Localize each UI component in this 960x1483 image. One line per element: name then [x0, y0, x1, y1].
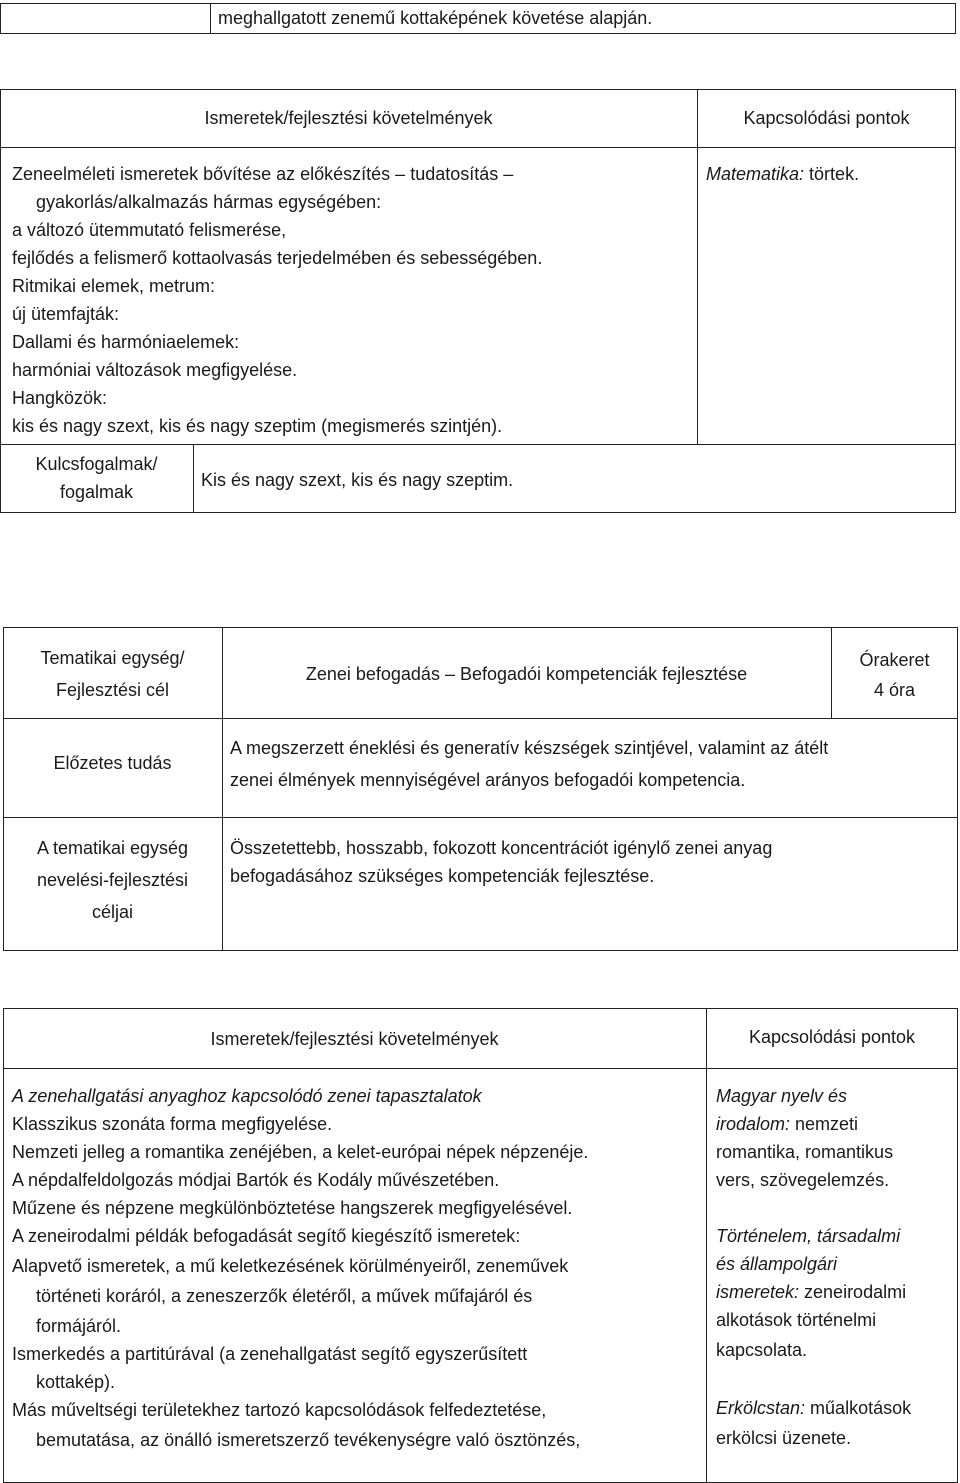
table1-line: a változó ütemmutató felismerése, — [12, 220, 287, 240]
table1-connection — [706, 160, 859, 188]
top-fragment-text: meghallgatott zenemű kottaképének követése alapján. — [218, 8, 653, 28]
table3-connection-line: Magyar nyelv és — [716, 1086, 848, 1106]
table2-unit-label-1: Tematikai egység/ — [40, 648, 185, 668]
table3-connection-text: nemzeti — [790, 1114, 859, 1134]
table1-line: Zeneelméleti ismeretek bővítése az előkészítés – tudatosítás – — [12, 164, 514, 184]
table3-connection-line — [716, 1278, 906, 1306]
table3-line: A zenehallgatási anyaghoz kapcsolódó zenei tapasztalatok — [12, 1086, 482, 1106]
table3-connection-subject: Erkölcstan: — [716, 1398, 806, 1418]
table3-connection-text: zeneirodalmi — [799, 1282, 907, 1302]
table2-prior-label: Előzetes tudás — [53, 753, 172, 773]
table2-goals-label-2: nevelési-fejlesztési — [36, 870, 189, 890]
table3-line: A népdalfeldolgozás módjai Bartók és Kodály művészetében. — [12, 1170, 500, 1190]
table3-line: Nemzeti jelleg a romantika zenéjében, a kelet-európai népek népzenéje. — [12, 1142, 589, 1162]
table2-goals-label-3: céljai — [91, 902, 134, 922]
table2-goals-label-1: A tematikai egység — [36, 838, 189, 858]
table3-connection-subject: ismeretek: — [716, 1282, 800, 1302]
table1-key-divider — [0, 444, 956, 445]
table3-connection-text: műalkotások — [805, 1398, 912, 1418]
table2-row-divider-2 — [3, 817, 958, 818]
table1-line: kis és nagy szext, kis és nagy szeptim (megismerés szintjén). — [12, 416, 503, 436]
table3-header-left: Ismeretek/fejlesztési követelmények — [210, 1029, 499, 1049]
table3-line: Klasszikus szonáta forma megfigyelése. — [12, 1114, 333, 1134]
table2-unit-label-2: Fejlesztési cél — [55, 680, 170, 700]
table3-line: kottakép). — [36, 1372, 116, 1392]
table2-hours-value: 4 óra — [873, 680, 916, 700]
table1-connection-subject: Matematika: — [706, 164, 805, 184]
table1-line: gyakorlás/alkalmazás hármas egységében: — [36, 192, 382, 212]
table1-line: Dallami és harmóniaelemek: — [12, 332, 240, 352]
table3-connection-line: romantika, romantikus — [716, 1142, 894, 1162]
table1-header-right: Kapcsolódási pontok — [743, 108, 910, 128]
table1-line: Hangközök: — [12, 388, 108, 408]
table3-connection-line: és állampolgári — [716, 1254, 838, 1274]
table1-line: Ritmikai elemek, metrum: — [12, 276, 216, 296]
table1-line: harmóniai változások megfigyelése. — [12, 360, 298, 380]
table3-header-divider — [3, 1068, 958, 1069]
table3-connection-line — [716, 1394, 911, 1422]
table3-connection-line: alkotások történelmi — [716, 1310, 877, 1330]
table1-line: új ütemfajták: — [12, 304, 120, 324]
table3-col-divider — [706, 1008, 707, 1483]
table3-line: formájáról. — [36, 1316, 122, 1336]
table3-connection-line — [716, 1110, 858, 1138]
table1-header-divider — [0, 147, 956, 148]
table1-key-label-1: Kulcsfogalmak/ — [35, 454, 158, 474]
table3-line: Alapvető ismeretek, a mű keletkezésének körülményeiről, zeneművek — [12, 1256, 569, 1276]
table3-connection-line: erkölcsi üzenete. — [716, 1428, 852, 1448]
table1-key-value: Kis és nagy szext, kis és nagy szeptim. — [201, 470, 514, 490]
table3-line: történeti koráról, a zeneszerzők életéről, a művek műfajáról és — [36, 1286, 533, 1306]
table1-key-col-divider — [193, 444, 194, 513]
table2-goals-line: befogadásához szükséges kompetenciák fejlesztése. — [230, 866, 655, 886]
table2-goals-line: Összetettebb, hosszabb, fokozott koncentrációt igénylő zenei anyag — [230, 838, 773, 858]
table2-unit-title: Zenei befogadás – Befogadói kompetenciák fejlesztése — [305, 664, 748, 684]
table3-line: Ismerkedés a partitúrával (a zenehallgatást segítő egyszerűsített — [12, 1344, 528, 1364]
table3-connection-subject: irodalom: — [716, 1114, 791, 1134]
table1-line: fejlődés a felismerő kottaolvasás terjedelmében és sebességében. — [12, 248, 543, 268]
table3-line: Más műveltségi területekhez tartozó kapcsolódások felfedeztetése, — [12, 1400, 547, 1420]
table3-header-right: Kapcsolódási pontok — [748, 1027, 916, 1047]
table1-key-label-2: fogalmak — [59, 482, 134, 502]
table3-line: A zeneirodalmi példák befogadását segítő kiegészítő ismeretek: — [12, 1226, 521, 1246]
table3-line: Műzene és népzene megkülönböztetése hangszerek megfigyelésével. — [12, 1198, 573, 1218]
table3-connection-line: kapcsolata. — [716, 1340, 808, 1360]
table3-connection-line: Történelem, társadalmi — [716, 1226, 901, 1246]
table2-prior-line: A megszerzett éneklési és generatív készségek szintjével, valamint az átélt — [230, 738, 829, 758]
table2-row-divider-1 — [3, 718, 958, 719]
table1-connection-text: törtek. — [804, 164, 860, 184]
table1-col-divider — [697, 89, 698, 444]
table3-line: bemutatása, az önálló ismeretszerző tevékenységre való ösztönzés, — [36, 1430, 581, 1450]
table1-header-left: Ismeretek/fejlesztési követelmények — [204, 108, 493, 128]
table2-prior-line: zenei élmények mennyiségével arányos befogadói kompetencia. — [230, 770, 746, 790]
table2-hours-label: Órakeret — [859, 650, 930, 670]
table3-connection-line: vers, szövegelemzés. — [716, 1170, 890, 1190]
top-fragment-divider — [210, 3, 211, 34]
